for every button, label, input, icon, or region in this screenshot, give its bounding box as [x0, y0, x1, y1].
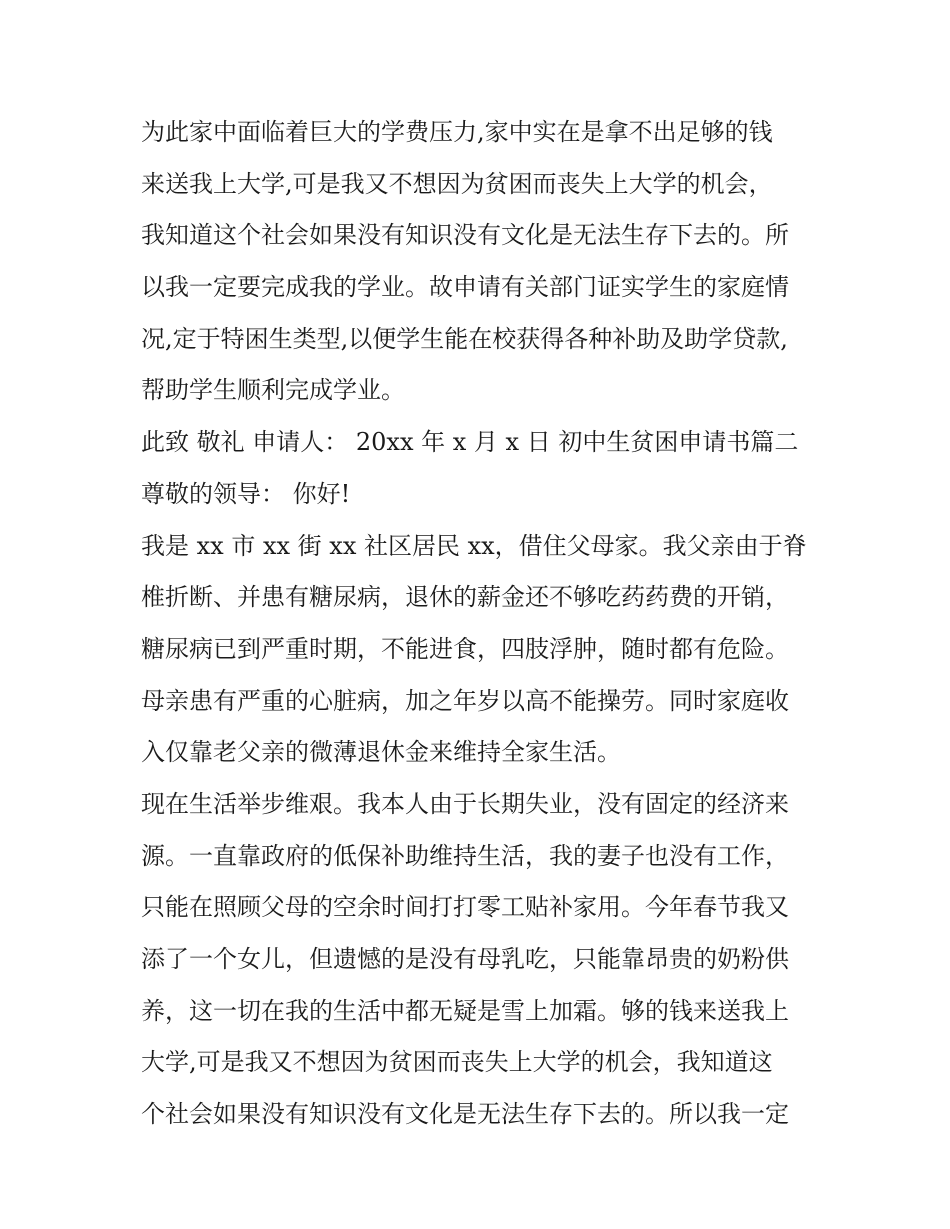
text-line: 母亲患有严重的心脏病，加之年岁以高不能操劳。同时家庭收	[141, 686, 789, 715]
text-line: 椎折断、并患有糖尿病，退休的薪金还不够吃药药费的开销，	[141, 583, 789, 612]
text-line: 帮助学生顺利完成学业。	[141, 376, 405, 405]
text-line: 现在生活举步维艰。我本人由于长期失业，没有固定的经济来	[141, 789, 789, 818]
text-line: 添了一个女儿，但遗憾的是没有母乳吃，只能靠昂贵的奶粉供	[141, 945, 789, 973]
text-line: 况,定于特困生类型,以便学生能在校获得各种补助及助学贷款,	[141, 324, 788, 353]
text-line: 此致 敬礼 申请人： 20xx 年 x 月 x 日 初中生贫困申请书篇二	[141, 428, 799, 457]
text-line: 养，这一切在我的生活中都无疑是雪上加霜。够的钱来送我上	[141, 996, 789, 1025]
text-line: 源。一直靠政府的低保补助维持生活，我的妻子也没有工作，	[141, 841, 789, 870]
text-line: 为此家中面临着巨大的学费压力,家中实在是拿不出足够的钱	[141, 118, 773, 146]
text-line: 入仅靠老父亲的微薄退休金来维持全家生活。	[141, 738, 621, 767]
text-line: 个社会如果没有知识没有文化是无法生存下去的。所以我一定	[141, 1100, 789, 1129]
document-body	[141, 107, 821, 1141]
text-line: 大学,可是我又不想因为贫困而丧失上大学的机会，我知道这	[141, 1048, 773, 1077]
text-line: 只能在照顾父母的空余时间打打零工贴补家用。今年春节我又	[141, 893, 789, 922]
text-line: 我知道这个社会如果没有知识没有文化是无法生存下去的。所	[141, 221, 789, 250]
text-line: 糖尿病已到严重时期，不能进食，四肢浮肿，随时都有危险。	[141, 634, 789, 663]
text-line: 我是 xx 市 xx 街 xx 社区居民 xx，借住父母家。我父亲由于脊	[141, 531, 807, 560]
text-line: 来送我上大学,可是我又不想因为贫困而丧失上大学的机会，	[141, 169, 773, 198]
text-line: 尊敬的领导： 你好!	[141, 479, 351, 508]
text-line: 以我一定要完成我的学业。故申请有关部门证实学生的家庭情	[141, 273, 789, 302]
